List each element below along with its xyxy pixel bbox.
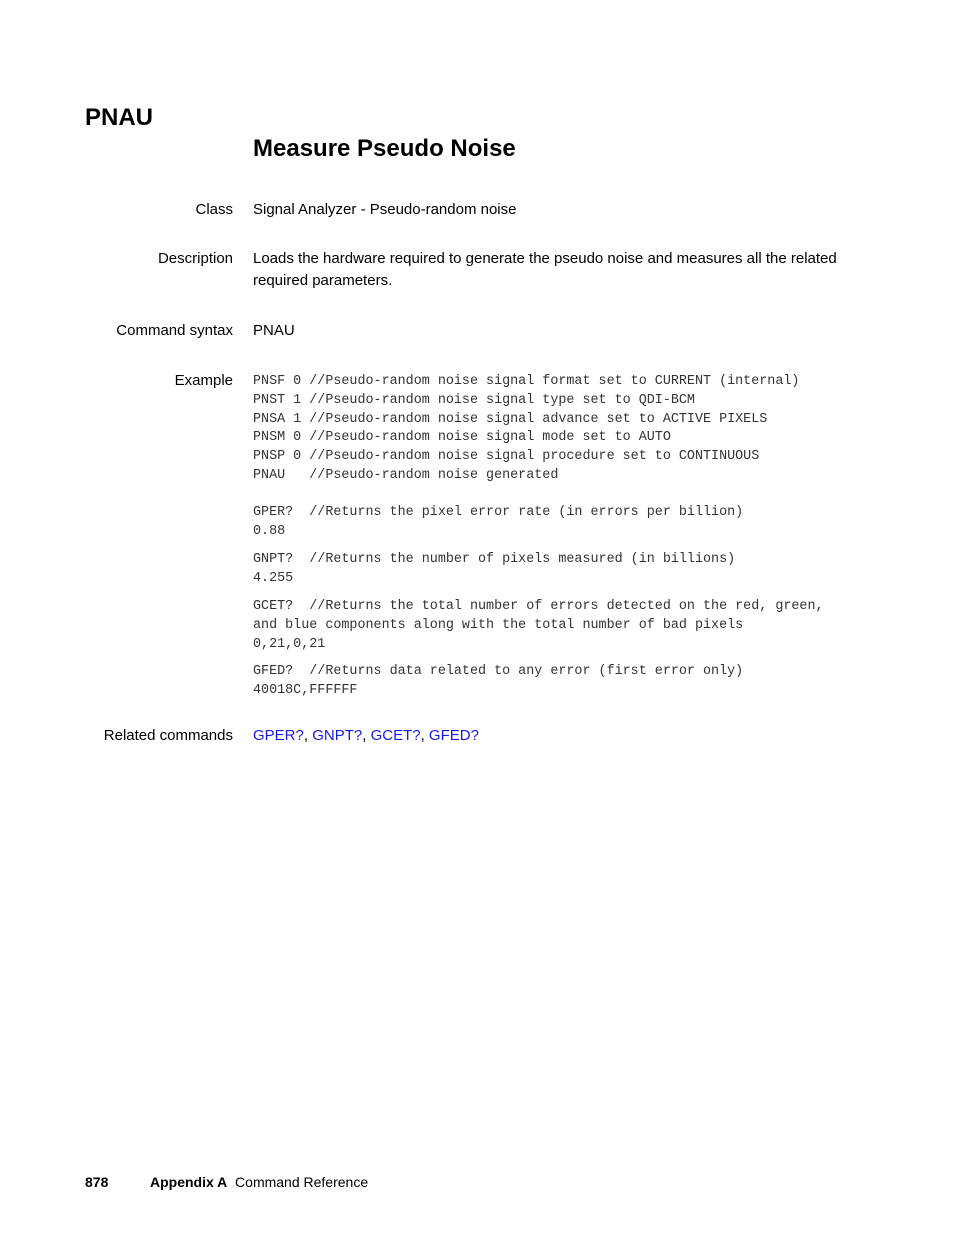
related-commands-label: Related commands [103,727,233,744]
footer-appendix: Appendix A [150,1174,228,1190]
example-gper-code: GPER? //Returns the pixel error rate (in errors per billion) 0.88 [253,505,744,539]
link-gfed[interactable]: GFED? [428,727,479,744]
class-label: Class [195,201,233,218]
separator: , [420,727,429,744]
class-value: Signal Analyzer - Pseudo-random noise [253,201,517,218]
related-commands-list [253,725,873,747]
example-setup-code: PNSF 0 //Pseudo-random noise signal format set to CURRENT (internal) PNST 1 //Pseudo-random noise signal type set to QDI-BCM PNSA 1 //Pseudo-random noise signal advance set to ACTIVE PIXELS PNSM 0 //Pseudo-random noise signal mode set to AUTO PNSP 0 //Pseudo-random noise signal procedure set to CONTINUOUS PNAU //Pseudo-random noise generated [253,374,800,483]
example-gfed-code: GFED? //Returns data related to any error (first error only) 40018C,FFFFFF [253,664,744,698]
example-gcet-code: GCET? //Returns the total number of errors detected on the red, green, and blue components along with the total number of bad pixels 0,21,0,21 [253,599,824,652]
example-label: Example [174,372,233,389]
footer-section-title: Command Reference [235,1174,369,1190]
command-syntax-label: Command syntax [116,322,233,339]
example-gnpt-code: GNPT? //Returns the number of pixels measured (in billions) 4.255 [253,552,736,586]
separator: , [362,727,371,744]
link-gper[interactable]: GPER? [253,727,304,744]
description-value: Loads the hardware required to generate the pseudo noise and measures all the related required parameters. [253,250,837,289]
footer-section [150,1173,368,1191]
page-title: Measure Pseudo Noise [253,135,516,162]
command-syntax-value: PNAU [253,322,295,339]
command-name: PNAU [85,104,154,131]
link-gnpt[interactable]: GNPT? [312,727,363,744]
description-label: Description [157,250,233,267]
separator: , [303,727,313,744]
link-gcet[interactable]: GCET? [370,727,421,744]
page-number: 878 [85,1174,109,1190]
